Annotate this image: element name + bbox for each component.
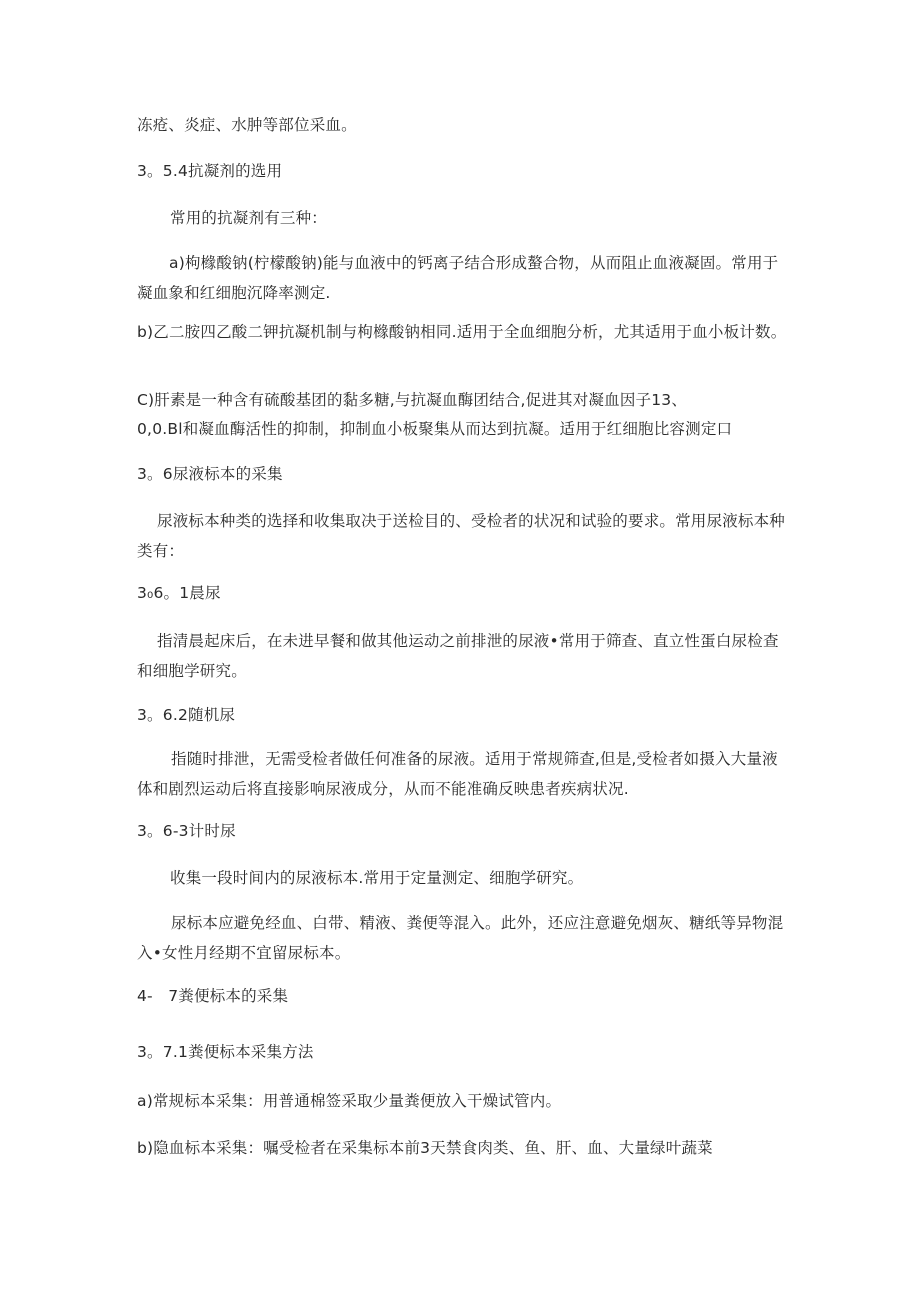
paragraph-anticoagulant-b: b)乙二胺四乙酸二钾抗凝机制与枸橼酸钠相同.适用于全血细胞分析，尤其适用于血小板计数。	[137, 323, 787, 341]
heading-3-6-1: 3₀6。1晨尿	[137, 584, 221, 602]
heading-3-7-1: 3。7.1粪便标本采集方法	[137, 1043, 314, 1061]
paragraph-blood-collection-sites: 冻疮、炎症、水肿等部位采血。	[137, 116, 357, 134]
heading-3-6-3: 3。6-3计时尿	[137, 822, 236, 840]
paragraph-avoid-contamination: 尿标本应避免经血、白带、精液、粪便等混入。此外，还应注意避免烟灰、糖纸等异物混入•女性月经期不宜留尿标本。	[137, 914, 784, 962]
paragraph-anticoagulant-c-line1: C)肝素是一种含有硫酸基团的黏多糖,与抗凝血酶团结合,促进其对凝血因子13、	[137, 391, 688, 409]
paragraph-anticoagulant-intro: 常用的抗凝剂有三种：	[170, 209, 328, 227]
heading-3-5-4: 3。5.4抗凝剂的选用	[137, 162, 283, 180]
paragraph-stool-routine: a)常规标本采集：用普通棉签采取少量粪便放入干燥试管内。	[137, 1092, 562, 1110]
paragraph-timed-urine: 收集一段时间内的尿液标本.常用于定量测定、细胞学研究。	[170, 869, 584, 887]
paragraph-anticoagulant-c-line2: 0,0.Bl和凝血酶活性的抑制，抑制血小板聚集从而达到抗凝。适用于红细胞比容测定口	[137, 420, 733, 438]
paragraph-morning-urine: 指清晨起床后，在未进早餐和做其他运动之前排泄的尿液•常用于筛查、直立性蛋白尿检查和细胞学研究。	[137, 632, 779, 680]
paragraph-stool-occult-blood: b)隐血标本采集：嘱受检者在采集标本前3天禁食肉类、鱼、肝、血、大量绿叶蔬菜	[137, 1139, 713, 1157]
heading-3-7: 4- 7粪便标本的采集	[137, 987, 289, 1005]
paragraph-urine-intro: 尿液标本种类的选择和收集取决于送检目的、受检者的状况和试验的要求。常用尿液标本种类有：	[137, 512, 786, 560]
heading-3-6: 3。6尿液标本的采集	[137, 465, 283, 483]
paragraph-random-urine: 指随时排泄，无需受检者做任何准备的尿液。适用于常规筛查,但是,受检者如摄入大量液体和剧烈运动后将直接影响尿液成分，从而不能准确反映患者疾病状况.	[137, 750, 778, 798]
paragraph-anticoagulant-a: a)枸橼酸钠(柠檬酸钠)能与血液中的钙离子结合形成螯合物，从而阻止血液凝固。常用于凝血象和红细胞沉降率测定.	[137, 254, 779, 302]
heading-3-6-2: 3。6.2随机尿	[137, 706, 236, 724]
